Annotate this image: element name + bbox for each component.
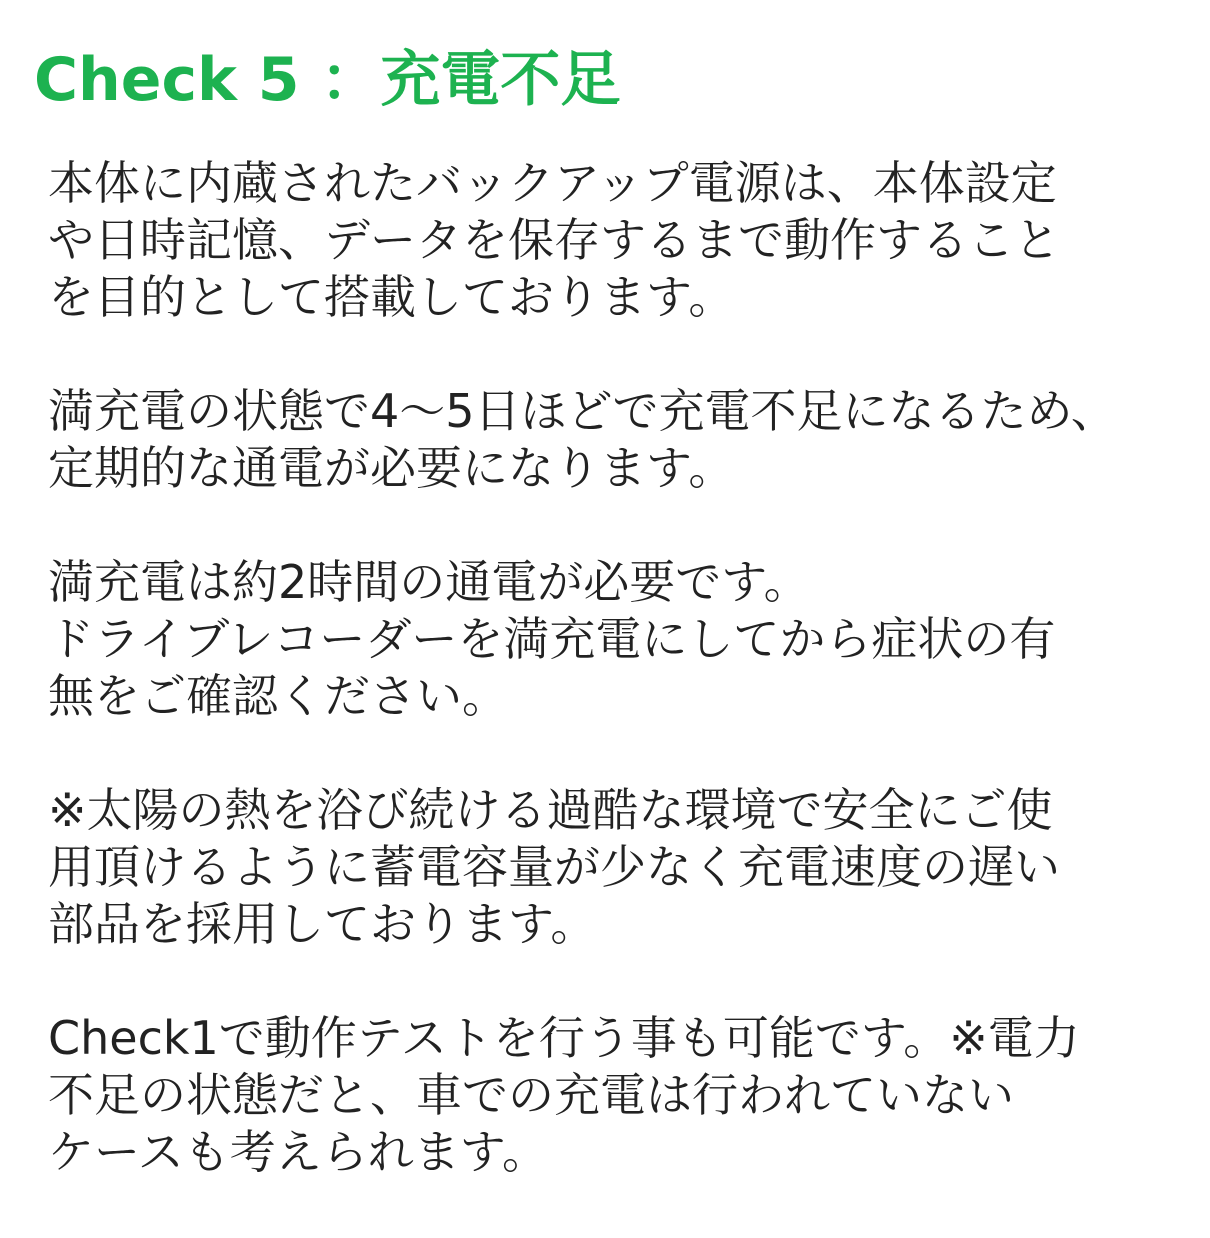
text-line: や日時記憶、データを保存するまで動作すること <box>48 213 1060 267</box>
text-line: 満充電は約2時間の通電が必要です。 <box>48 555 810 609</box>
paragraph-check1 <box>48 1010 1188 1181</box>
paragraph-charge-duration <box>48 383 1188 497</box>
page-title: Check 5 ：充電不足 <box>34 45 621 115</box>
content-body <box>48 155 1188 1238</box>
text-line: 不足の状態だと、車での充電は行われていない <box>48 1068 1014 1122</box>
text-line: Check1で動作テストを行う事も可能です。※電力 <box>48 1011 1080 1065</box>
text-line: 満充電の状態で4〜5日ほどで充電不足になるため、 <box>48 384 1117 438</box>
text-line: 用頂けるように蓄電容量が少なく充電速度の遅い <box>48 840 1060 894</box>
text-line: ※太陽の熱を浴び続ける過酷な環境で安全にご使 <box>48 783 1053 837</box>
text-line: 部品を採用しております。 <box>48 897 597 951</box>
text-line: 無をご確認ください。 <box>48 669 508 723</box>
text-line: ケースも考えられます。 <box>48 1125 549 1179</box>
text-line: 本体に内蔵されたバックアップ電源は、本体設定 <box>48 156 1057 210</box>
text-line: 定期的な通電が必要になります。 <box>48 441 735 495</box>
paragraph-full-charge <box>48 554 1188 725</box>
paragraph-backup-power <box>48 155 1188 326</box>
text-line: ドライブレコーダーを満充電にしてから症状の有 <box>48 612 1056 666</box>
text-line: を目的として搭載しております。 <box>48 270 735 324</box>
paragraph-note-heat <box>48 782 1188 953</box>
